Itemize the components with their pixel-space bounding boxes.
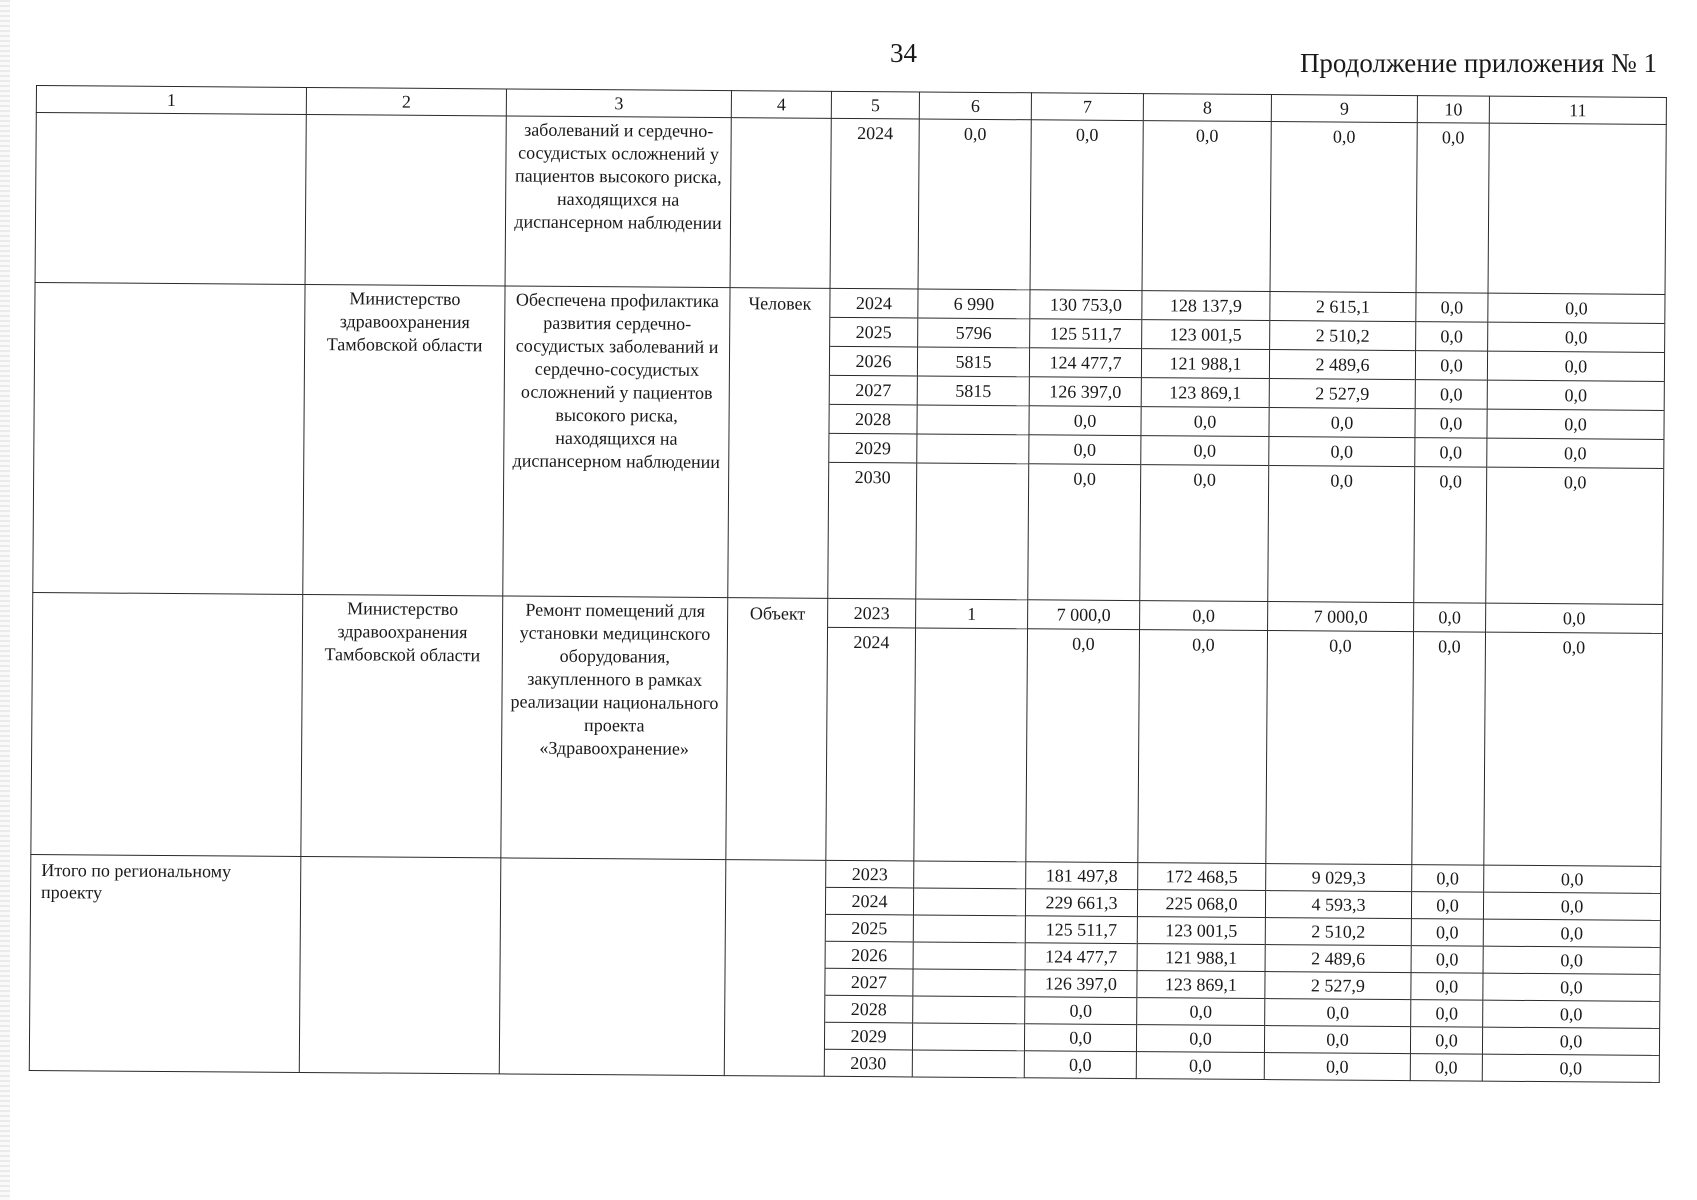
cell-col3	[499, 858, 726, 1076]
value: 0,0	[1483, 974, 1659, 1002]
cell-col10	[1410, 865, 1484, 1082]
cell-col11	[1488, 123, 1666, 294]
value	[1490, 124, 1666, 153]
value: 7 000,0	[1268, 602, 1413, 632]
cell-col2: Министерство здравоохранения Тамбовской области	[303, 284, 505, 595]
cell-col4	[730, 118, 831, 289]
value: 0,0	[1069, 1054, 1092, 1075]
year-value: 2023	[828, 599, 915, 629]
cell-col3: Обеспечена профилактика развития сердечно-сосудистых заболеваний и сердечно-сосудистых осложнений у пациентов высокого риска, находящихся на диспансерном наблюдении	[503, 286, 730, 598]
value: 0,0	[1416, 322, 1487, 352]
value: 0,0	[1416, 380, 1487, 410]
year-value: 2027	[830, 376, 917, 406]
value: 1	[916, 599, 1027, 629]
cell-col11	[1482, 865, 1661, 1082]
table-row	[35, 113, 1666, 295]
cell-col7	[1030, 120, 1143, 291]
cell-col11	[1484, 603, 1663, 866]
value: 0,0	[1415, 409, 1486, 439]
value	[917, 434, 1028, 464]
cell-col4: Объект	[726, 598, 828, 861]
col-header: 5	[831, 91, 919, 119]
cell-col4: Человек	[728, 288, 830, 599]
cell-col2	[305, 114, 506, 285]
value	[914, 942, 1025, 970]
page-number: 34	[890, 38, 917, 68]
cell-years	[830, 118, 919, 289]
value: 124 477,7	[1026, 943, 1137, 971]
page-header: Продолжение приложения № 1	[1299, 48, 1657, 78]
cell-col2: Министерство здравоохранения Тамбовской области	[301, 594, 503, 857]
value: 123 001,5	[1138, 917, 1265, 945]
value	[914, 861, 1025, 889]
year-value: 2028	[829, 405, 916, 435]
value: 2 510,2	[1266, 918, 1411, 946]
value: 0,0	[1330, 470, 1353, 491]
value: 172 468,5	[1138, 863, 1265, 891]
value: 0,0	[1412, 946, 1483, 974]
value: 126 397,0	[1025, 970, 1136, 998]
value: 0,0	[1265, 1026, 1410, 1054]
table-row	[31, 592, 1663, 866]
value: 0,0	[1412, 892, 1483, 920]
col-header: 10	[1417, 96, 1489, 124]
value	[916, 628, 1027, 657]
col-header: 9	[1271, 95, 1417, 123]
value: 0,0	[1439, 471, 1462, 492]
value: 0,0	[1414, 603, 1485, 633]
value: 0,0	[1265, 999, 1410, 1027]
col-header: 7	[1031, 93, 1143, 121]
value: 0,0	[1137, 998, 1264, 1026]
value: 0,0	[1487, 439, 1663, 469]
cell-col9	[1264, 864, 1412, 1081]
value: 5815	[918, 376, 1029, 406]
year-value: 2029	[825, 1023, 912, 1051]
value: 0,0	[1412, 865, 1483, 893]
col-header: 4	[731, 91, 831, 119]
value: 128 137,9	[1142, 291, 1269, 321]
value: 0,0	[1483, 1001, 1659, 1029]
value: 0,0	[1326, 1056, 1349, 1077]
cell-col3: заболеваний и сердечно-сосудистых осложнений у пациентов высокого риска, находящихся на диспансерном наблюдении	[505, 116, 731, 288]
col-header: 6	[919, 92, 1031, 120]
cell-col6	[912, 861, 1026, 1078]
value	[917, 405, 1028, 435]
value: 0,0	[1562, 637, 1586, 658]
value: 2 615,1	[1270, 292, 1415, 322]
cell-col9	[1270, 122, 1417, 293]
value	[914, 915, 1025, 943]
value: 0,0	[1073, 468, 1096, 489]
value: 0,0	[1484, 893, 1660, 921]
year-value: 2025	[826, 915, 913, 943]
table-row	[33, 282, 1665, 604]
value: 4 593,3	[1266, 891, 1411, 919]
value: 0,0	[1484, 866, 1660, 894]
year-value: 2025	[830, 318, 917, 348]
col-header: 2	[306, 87, 506, 115]
year-value: 2030	[850, 1052, 887, 1074]
value: 0,0	[1438, 636, 1461, 657]
data-table	[29, 85, 1667, 1083]
col-header: 3	[506, 89, 731, 118]
value: 0,0	[1441, 127, 1465, 148]
data-table-wrap	[29, 85, 1666, 1083]
value	[917, 463, 1028, 492]
cell-col3: Ремонт помещений для установки медицинского оборудования, закупленного в рамках реализации национального проекта «Здравоохранение»	[501, 596, 728, 860]
value: 0,0	[1192, 634, 1215, 655]
value: 0,0	[1486, 604, 1662, 634]
value: 0,0	[1029, 435, 1140, 465]
value: 123 869,1	[1137, 971, 1264, 999]
cell-years	[824, 860, 914, 1077]
value: 0,0	[1075, 124, 1099, 145]
value: 2 527,9	[1270, 379, 1415, 409]
value: 0,0	[1415, 438, 1486, 468]
value: 0,0	[963, 123, 987, 144]
year-value: 2030	[854, 467, 891, 488]
year-value: 2024	[857, 123, 894, 144]
value: 0,0	[1484, 947, 1660, 975]
value: 0,0	[1488, 323, 1664, 353]
year-value: 2024	[830, 289, 917, 319]
value: 0,0	[1487, 410, 1663, 440]
cell-years	[828, 288, 918, 599]
cell-col8	[1138, 601, 1268, 864]
col-header: 11	[1489, 96, 1666, 124]
value: 181 497,8	[1026, 862, 1137, 890]
year-value: 2023	[826, 861, 913, 889]
cell-col8	[1140, 291, 1270, 602]
value: 125 511,7	[1026, 916, 1137, 944]
value: 2 489,6	[1270, 350, 1415, 380]
value: 130 753,0	[1030, 290, 1141, 320]
value: 124 477,7	[1030, 348, 1141, 378]
value: 0,0	[1025, 1024, 1136, 1052]
cell-col11	[1486, 293, 1665, 604]
value: 0,0	[1411, 1027, 1482, 1055]
col-header: 8	[1143, 94, 1271, 122]
value: 5796	[918, 318, 1029, 348]
value: 0,0	[1563, 472, 1587, 493]
value: 121 988,1	[1138, 944, 1265, 972]
total-row	[29, 854, 1661, 1082]
cell-col9	[1266, 602, 1414, 865]
cell-col2	[299, 856, 501, 1073]
value: 7 000,0	[1028, 600, 1139, 630]
value: 0,0	[1488, 352, 1664, 382]
value: 0,0	[1141, 436, 1268, 466]
value: 229 661,3	[1026, 889, 1137, 917]
value: 0,0	[1025, 997, 1136, 1025]
value: 225 068,0	[1138, 890, 1265, 918]
value: 0,0	[1332, 126, 1356, 147]
year-value: 2024	[853, 632, 890, 653]
value: 0,0	[1072, 633, 1095, 654]
cell-years	[826, 598, 916, 861]
value: 0,0	[1483, 1028, 1659, 1056]
value: 2 527,9	[1265, 972, 1410, 1000]
cell-col1	[33, 282, 305, 594]
year-value: 2026	[830, 347, 917, 377]
cell-col10	[1412, 603, 1486, 866]
value: 0,0	[1435, 1057, 1458, 1078]
value: 2 489,6	[1266, 945, 1411, 973]
value: 0,0	[1195, 125, 1219, 146]
value: 0,0	[1412, 919, 1483, 947]
cell-total-label: Итого по региональному проекту	[29, 854, 301, 1072]
year-value: 2027	[825, 969, 912, 997]
value: 5815	[918, 347, 1029, 377]
value: 0,0	[1416, 351, 1487, 381]
cell-col7	[1028, 290, 1142, 601]
value: 121 988,1	[1142, 349, 1269, 379]
value: 0,0	[1416, 293, 1487, 323]
value: 0,0	[1140, 601, 1267, 631]
value	[913, 996, 1024, 1024]
value: 0,0	[1484, 920, 1660, 948]
value: 0,0	[1411, 973, 1482, 1001]
value: 0,0	[1189, 1055, 1212, 1076]
year-value: 2029	[829, 434, 916, 464]
value: 123 001,5	[1142, 320, 1269, 350]
col-header: 1	[36, 86, 306, 115]
cell-col10	[1414, 293, 1488, 604]
value: 2 510,2	[1270, 321, 1415, 351]
cell-col6	[918, 119, 1031, 290]
value: 9 029,3	[1266, 864, 1411, 892]
cell-col10	[1416, 123, 1489, 294]
year-value: 2028	[825, 996, 912, 1024]
value: 125 511,7	[1030, 319, 1141, 349]
value: 123 869,1	[1142, 378, 1269, 408]
cell-col8	[1142, 121, 1271, 292]
cell-col7	[1026, 600, 1140, 863]
value: 0,0	[1137, 1025, 1264, 1053]
value: 0,0	[1329, 635, 1352, 656]
value	[913, 969, 1024, 997]
value: 0,0	[1141, 407, 1268, 437]
value: 0,0	[1488, 294, 1664, 324]
cell-col4	[724, 860, 826, 1077]
value	[914, 888, 1025, 916]
year-value: 2026	[826, 942, 913, 970]
value: 0,0	[1559, 1058, 1583, 1079]
value: 0,0	[1029, 406, 1140, 436]
cell-col8	[1136, 863, 1266, 1080]
cell-col1	[31, 592, 303, 856]
year-value: 2024	[826, 888, 913, 916]
cell-col1	[35, 113, 306, 285]
value: 126 397,0	[1030, 377, 1141, 407]
value: 0,0	[1193, 469, 1216, 490]
value: 0,0	[1488, 381, 1664, 411]
value: 6 990	[918, 289, 1029, 319]
value: 0,0	[1269, 437, 1414, 467]
cell-col6	[914, 599, 1028, 862]
value	[913, 1050, 1024, 1077]
value: 0,0	[1411, 1000, 1482, 1028]
cell-col6	[916, 289, 1030, 600]
cell-col9	[1268, 292, 1416, 603]
cell-col7	[1024, 862, 1138, 1079]
value	[913, 1023, 1024, 1051]
value: 0,0	[1269, 408, 1414, 438]
scan-edge	[0, 0, 10, 1200]
